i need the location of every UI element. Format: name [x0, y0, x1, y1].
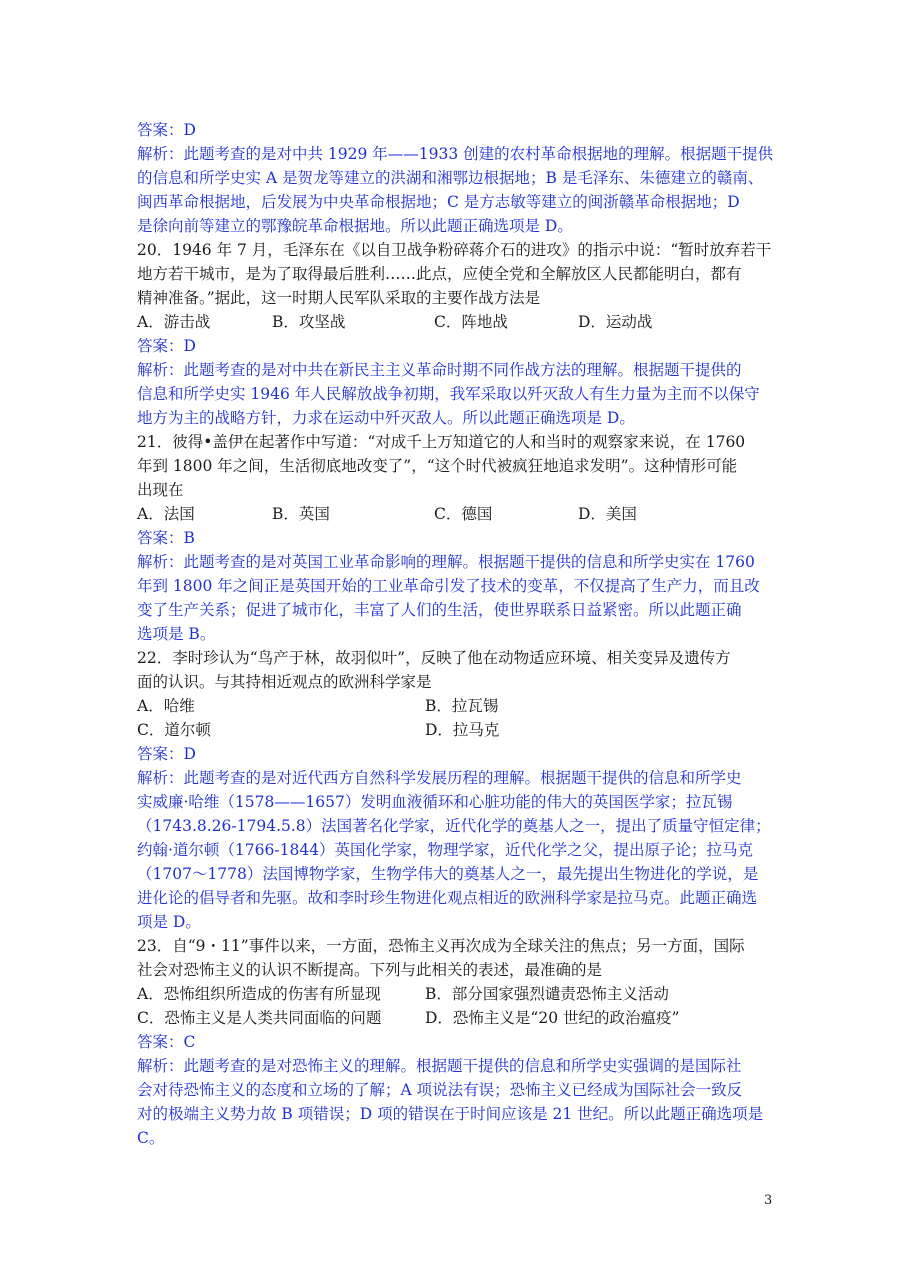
q23-options-row	[0, 982, 909, 1006]
q20-stem-line: 地方若干城市，是为了取得最后胜利……此点，应使全党和全解放区人民都能明白，都有	[137, 265, 742, 283]
q19-analysis-line: 闽西革命根据地，后发展为中央革命根据地；C 是方志敏等建立的闽浙赣革命根据地；D	[137, 193, 740, 211]
q19-analysis-line: 是徐向前等建立的鄂豫皖革命根据地。所以此题正确选项是 D。	[137, 217, 573, 235]
q23-analysis-line: C。	[137, 1129, 165, 1147]
q19-analysis-line: 的信息和所学史实 A 是贺龙等建立的洪湖和湘鄂边根据地；B 是毛泽东、朱德建立的赣南、	[137, 169, 764, 187]
q21-options-row	[0, 502, 909, 526]
q23-analysis-line: 解析：此题考查的是对恐怖主义的理解。根据题干提供的信息和所学史实强调的是国际社	[137, 1057, 742, 1075]
q20-option-a: A．游击战	[137, 313, 211, 331]
q21-option-a: A．法国	[137, 505, 195, 523]
q20-analysis-line: 信息和所学史实 1946 年人民解放战争初期，我军采取以歼灭敌人有生力量为主而不以保守	[137, 385, 760, 403]
q20-option-c: C．阵地战	[434, 313, 508, 331]
q22-options-row	[0, 718, 909, 742]
q19-answer: 答案：D	[137, 121, 196, 139]
q22-analysis-line: （1707～1778）法国博物学家，生物学伟大的奠基人之一，最先提出生物进化的学说，是	[137, 865, 759, 883]
q23-analysis-line: 会对待恐怖主义的态度和立场的了解；A 项说法有误；恐怖主义已经成为国际社会一致反	[137, 1081, 743, 1099]
q23-analysis-line: 对的极端主义势力故 B 项错误；D 项的错误在于时间应该是 21 世纪。所以此题正确选项是	[137, 1105, 764, 1123]
q23-stem-line: 23．自“9・11”事件以来，一方面，恐怖主义再次成为全球关注的焦点；另一方面，国际	[137, 937, 745, 955]
q23-option-c: C．恐怖主义是人类共同面临的问题	[137, 1009, 382, 1027]
q21-analysis-line: 解析：此题考查的是对英国工业革命影响的理解。根据题干提供的信息和所学史实在 1760	[137, 553, 755, 571]
q20-stem-line: 精神准备。”据此，这一时期人民军队采取的主要作战方法是	[137, 289, 541, 307]
q22-stem-line: 面的认识。与其持相近观点的欧洲科学家是	[137, 673, 432, 691]
q20-options-row	[0, 310, 909, 334]
q21-option-c: C．德国	[434, 505, 493, 523]
q21-stem-line: 出现在	[137, 481, 184, 499]
q22-option-d: D．拉马克	[425, 721, 500, 739]
q22-option-b: B．拉瓦锡	[425, 697, 499, 715]
q23-option-a: A．恐怖组织所造成的伤害有所显现	[137, 985, 381, 1003]
q23-option-d: D．恐怖主义是“20 世纪的政治瘟疫”	[425, 1009, 680, 1027]
q22-option-c: C．道尔顿	[137, 721, 211, 739]
q20-option-b: B．攻坚战	[272, 313, 346, 331]
q21-stem-line: 21．彼得•盖伊在起著作中写道：“对成千上万知道它的人和当时的观察家来说，在 1760	[137, 433, 746, 451]
q22-stem-line: 22．李时珍认为“鸟产于林，故羽似叶”，反映了他在动物适应环境、相关变异及遗传方	[137, 649, 731, 667]
q22-analysis-line: 解析：此题考查的是对近代西方自然科学发展历程的理解。根据题干提供的信息和所学史	[137, 769, 742, 787]
q23-answer: 答案：C	[137, 1033, 196, 1051]
q22-analysis-line: 进化论的倡导者和先驱。故和李时珍生物进化观点相近的欧洲科学家是拉马克。此题正确选	[137, 889, 758, 907]
q22-answer: 答案：D	[137, 745, 196, 763]
page-number: 3	[764, 1193, 773, 1208]
q21-answer: 答案：B	[137, 529, 195, 547]
q20-analysis-line: 解析：此题考查的是对中共在新民主主义革命时期不同作战方法的理解。根据题干提供的	[137, 361, 742, 379]
q23-stem-line: 社会对恐怖主义的认识不断提高。下列与此相关的表述，最准确的是	[137, 961, 603, 979]
q21-option-d: D．美国	[578, 505, 637, 523]
q20-analysis-line: 地方为主的战略方针，力求在运动中歼灭敌人。所以此题正确选项是 D。	[137, 409, 635, 427]
q22-analysis-line: 实威廉·哈维（1578——1657）发明血液循环和心脏功能的伟大的英国医学家；拉瓦锡	[137, 793, 733, 811]
q21-stem-line: 年到 1800 年之间，生活彻底地改变了”，“这个时代被疯狂地追求发明”。这种情形可能	[137, 457, 738, 475]
q22-option-a: A．哈维	[137, 697, 195, 715]
q22-analysis-line: （1743.8.26-1794.5.8）法国著名化学家，近代化学的奠基人之一，提出了质量守恒定律；	[137, 817, 771, 835]
q23-option-b: B．部分国家强烈谴责恐怖主义活动	[425, 985, 669, 1003]
q20-option-d: D．运动战	[578, 313, 653, 331]
q21-option-b: B．英国	[272, 505, 330, 523]
q21-analysis-line: 选项是 B。	[137, 625, 216, 643]
q19-analysis-line: 解析：此题考查的是对中共 1929 年——1933 创建的农村革命根据地的理解。根据题干提供	[137, 145, 774, 163]
q21-analysis-line: 变了生产关系；促进了城市化，丰富了人们的生活，使世界联系日益紧密。所以此题正确	[137, 601, 742, 619]
q20-stem-line: 20．1946 年 7 月，毛泽东在《以自卫战争粉碎蒋介石的进攻》的指示中说：“暂时放弃若干	[137, 241, 772, 259]
q20-answer: 答案：D	[137, 337, 196, 355]
q22-options-row	[0, 694, 909, 718]
q23-options-row	[0, 1006, 909, 1030]
q22-analysis-line: 约翰·道尔顿（1766-1844）英国化学家，物理学家，近代化学之父，提出原子论；拉马克	[137, 841, 754, 859]
q22-analysis-line: 项是 D。	[137, 913, 201, 931]
q21-analysis-line: 年到 1800 年之间正是英国开始的工业革命引发了技术的变革，不仅提高了生产力，而且改	[137, 577, 760, 595]
